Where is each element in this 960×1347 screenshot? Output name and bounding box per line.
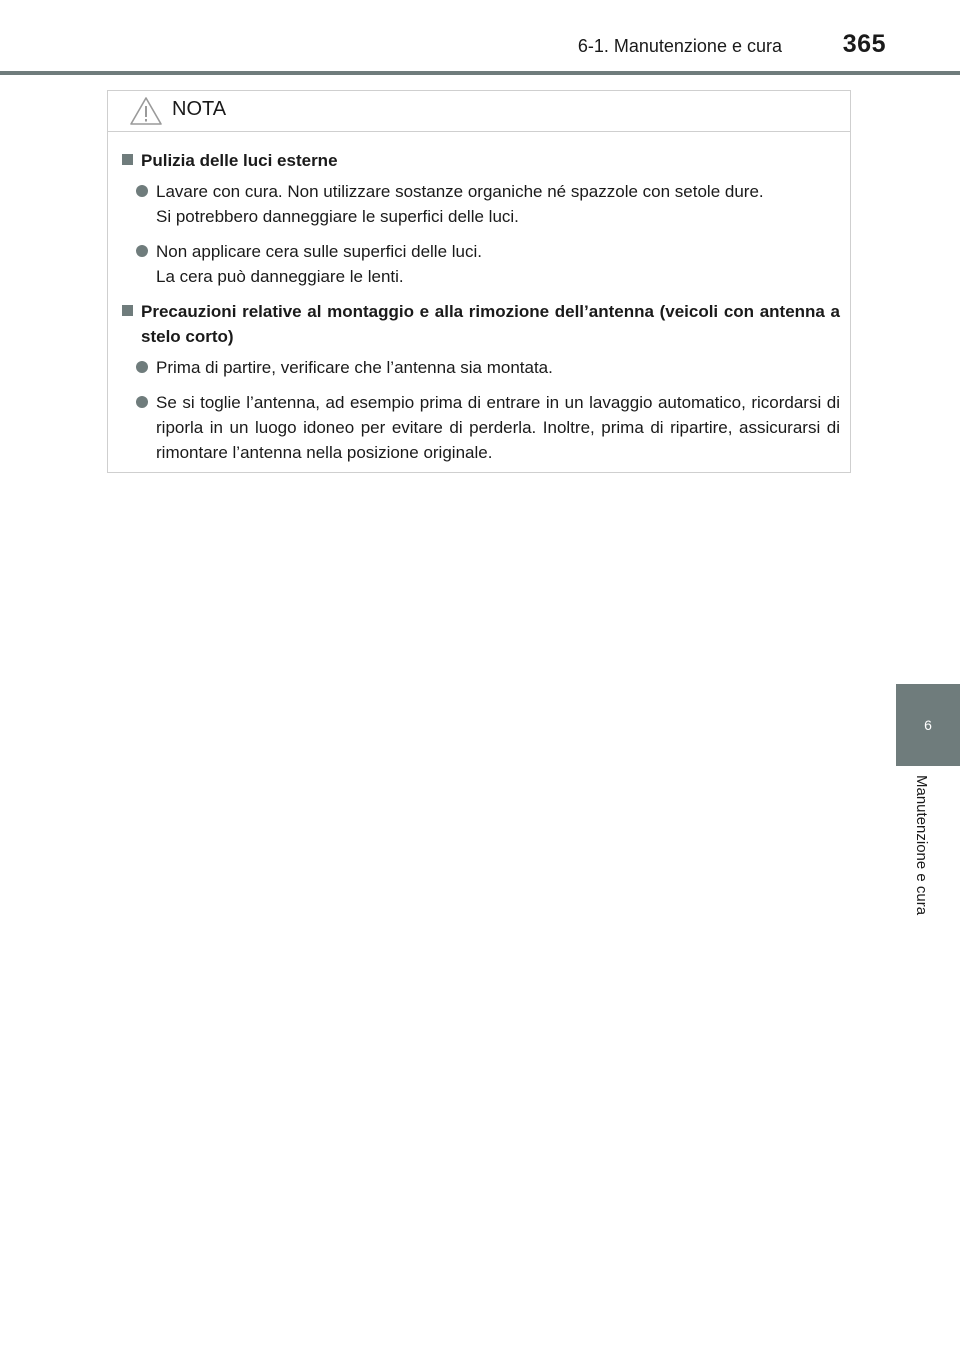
header-rule — [0, 71, 960, 75]
section-heading-text: Precauzioni relative al montaggio e alla rimozione dell’antenna (veicoli con antenna a stelo corto) — [141, 302, 840, 346]
list-item — [136, 239, 840, 289]
note-body — [108, 132, 850, 465]
chapter-number: 6 — [924, 717, 932, 733]
section-heading-text: Pulizia delle luci esterne — [141, 151, 338, 170]
list-item-text: Prima di partire, verificare che l’antenna sia montata. — [156, 358, 553, 377]
note-header — [108, 91, 850, 132]
page-number: 365 — [842, 30, 886, 58]
round-bullet-icon — [136, 185, 148, 197]
list-item-text: Lavare con cura. Non utilizzare sostanze organiche né spazzole con setole dure. Si potrebbero danneggiare le superfici delle luci. — [156, 182, 764, 226]
list-item — [136, 179, 840, 229]
round-bullet-icon — [136, 396, 148, 408]
round-bullet-icon — [136, 361, 148, 373]
list-item — [136, 355, 840, 380]
section-title: 6-1. Manutenzione e cura — [577, 36, 782, 56]
list-item — [136, 390, 840, 465]
square-bullet-icon — [122, 154, 133, 165]
note-label: NOTA — [172, 97, 227, 120]
square-bullet-icon — [122, 305, 133, 316]
chapter-tab — [896, 684, 960, 766]
note-box — [107, 90, 851, 473]
warning-triangle-icon — [128, 95, 164, 127]
chapter-label: Manutenzione e cura — [913, 775, 930, 916]
list-item-text: Se si toglie l’antenna, ad esempio prima di entrare in un lavaggio automatico, ricordarsi di riporla in un luogo idoneo per evitare di perderla. Inoltre, prima di ripartire, assicurarsi di rimontare l’antenna nella posizione originale. — [156, 393, 840, 462]
section-heading — [122, 299, 840, 349]
list-item-text: Non applicare cera sulle superfici delle luci. La cera può danneggiare le lenti. — [156, 242, 482, 286]
round-bullet-icon — [136, 245, 148, 257]
section-heading — [122, 148, 840, 173]
